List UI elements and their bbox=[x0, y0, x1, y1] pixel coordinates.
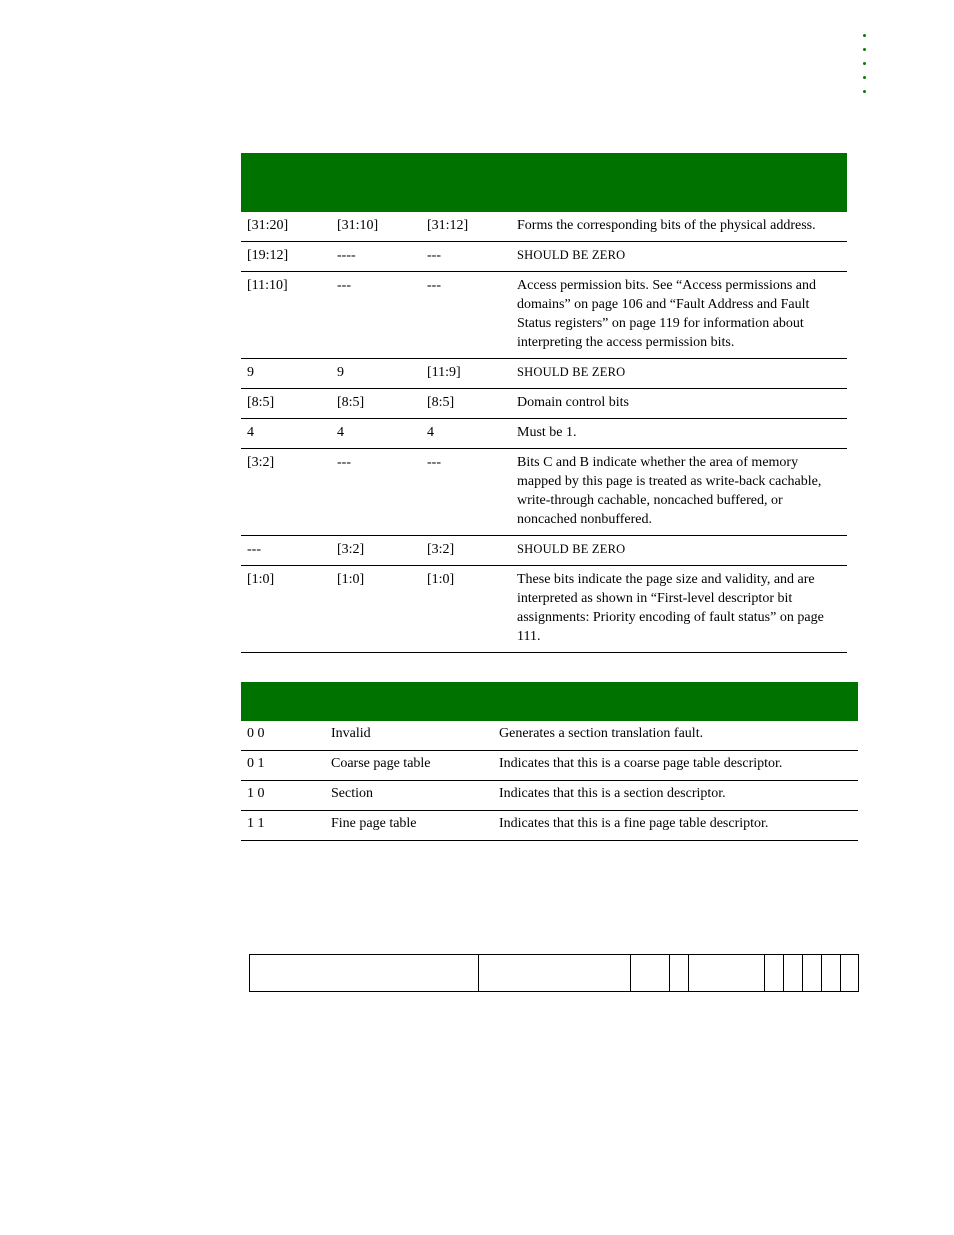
field-divider bbox=[688, 955, 689, 991]
bit-cell: [11:9] bbox=[421, 359, 511, 389]
name-cell: Invalid bbox=[325, 721, 493, 751]
table-row bbox=[241, 272, 847, 359]
bit-cell: [8:5] bbox=[331, 389, 421, 419]
description-cell: Indicates that this is a fine page table descriptor. bbox=[493, 811, 858, 841]
bit-cell: [8:5] bbox=[421, 389, 511, 419]
descriptor-bit-table bbox=[241, 153, 847, 653]
description-cell: SHOULD BE ZERO bbox=[511, 242, 847, 272]
table-row bbox=[241, 721, 858, 751]
table-row bbox=[241, 212, 847, 242]
bit-cell: [3:2] bbox=[421, 536, 511, 566]
description-cell: Generates a section translation fault. bbox=[493, 721, 858, 751]
field-divider bbox=[630, 955, 631, 991]
description-cell: Domain control bits bbox=[511, 389, 847, 419]
bit-cell: --- bbox=[331, 272, 421, 359]
description-cell: SHOULD BE ZERO bbox=[511, 359, 847, 389]
bit-cell: 9 bbox=[331, 359, 421, 389]
table-row bbox=[241, 536, 847, 566]
bit-cell: [1:0] bbox=[241, 566, 331, 653]
description-cell: These bits indicate the page size and validity, and are interpreted as shown in “First-level descriptor bit assignments: Priority encoding of fault status” on page 111. bbox=[511, 566, 847, 653]
field-divider bbox=[802, 955, 803, 991]
description-cell: Forms the corresponding bits of the physical address. bbox=[511, 212, 847, 242]
margin-dots bbox=[863, 34, 869, 104]
bit-cell: [31:20] bbox=[241, 212, 331, 242]
bit-cell: --- bbox=[421, 272, 511, 359]
field-divider bbox=[821, 955, 822, 991]
table-header bbox=[241, 153, 847, 212]
field-divider bbox=[478, 955, 479, 991]
bit-cell: [11:10] bbox=[241, 272, 331, 359]
field-divider bbox=[783, 955, 784, 991]
bits-cell: 0 0 bbox=[241, 721, 325, 751]
description-cell: Indicates that this is a section descriptor. bbox=[493, 781, 858, 811]
table-row bbox=[241, 566, 847, 653]
bit-cell: --- bbox=[241, 536, 331, 566]
table-row bbox=[241, 389, 847, 419]
table-row bbox=[241, 242, 847, 272]
field-divider bbox=[764, 955, 765, 991]
field-divider bbox=[840, 955, 841, 991]
table-row bbox=[241, 419, 847, 449]
description-cell: Indicates that this is a coarse page table descriptor. bbox=[493, 751, 858, 781]
bit-cell: --- bbox=[331, 449, 421, 536]
bits-cell: 1 0 bbox=[241, 781, 325, 811]
table-row bbox=[241, 449, 847, 536]
bit-cell: [3:2] bbox=[241, 449, 331, 536]
bit-cell: 9 bbox=[241, 359, 331, 389]
bit-cell: [19:12] bbox=[241, 242, 331, 272]
bit-cell: 4 bbox=[241, 419, 331, 449]
table-row bbox=[241, 781, 858, 811]
bit-cell: [3:2] bbox=[331, 536, 421, 566]
bit-cell: 4 bbox=[421, 419, 511, 449]
name-cell: Fine page table bbox=[325, 811, 493, 841]
bits-cell: 0 1 bbox=[241, 751, 325, 781]
description-cell: Access permission bits. See “Access permissions and domains” on page 106 and “Fault Address and Fault Status registers” on page 119 for information about interpreting the access permission bits. bbox=[511, 272, 847, 359]
description-cell: Must be 1. bbox=[511, 419, 847, 449]
description-cell: SHOULD BE ZERO bbox=[511, 536, 847, 566]
bit-cell: --- bbox=[421, 242, 511, 272]
bits-cell: 1 1 bbox=[241, 811, 325, 841]
descriptor-type-table bbox=[241, 682, 858, 841]
name-cell: Section bbox=[325, 781, 493, 811]
table-header bbox=[241, 682, 858, 721]
bit-cell: [31:12] bbox=[421, 212, 511, 242]
table-row bbox=[241, 811, 858, 841]
bit-cell: --- bbox=[421, 449, 511, 536]
bit-cell: [8:5] bbox=[241, 389, 331, 419]
description-cell: Bits C and B indicate whether the area of memory mapped by this page is treated as write-back cachable, write-through cachable, noncached buffered, or noncached nonbuffered. bbox=[511, 449, 847, 536]
field-divider bbox=[669, 955, 670, 991]
bit-field-diagram bbox=[249, 954, 859, 992]
bit-cell: [1:0] bbox=[421, 566, 511, 653]
table-row bbox=[241, 751, 858, 781]
bit-cell: [31:10] bbox=[331, 212, 421, 242]
name-cell: Coarse page table bbox=[325, 751, 493, 781]
bit-cell: ---- bbox=[331, 242, 421, 272]
bit-cell: [1:0] bbox=[331, 566, 421, 653]
bit-cell: 4 bbox=[331, 419, 421, 449]
table-row bbox=[241, 359, 847, 389]
